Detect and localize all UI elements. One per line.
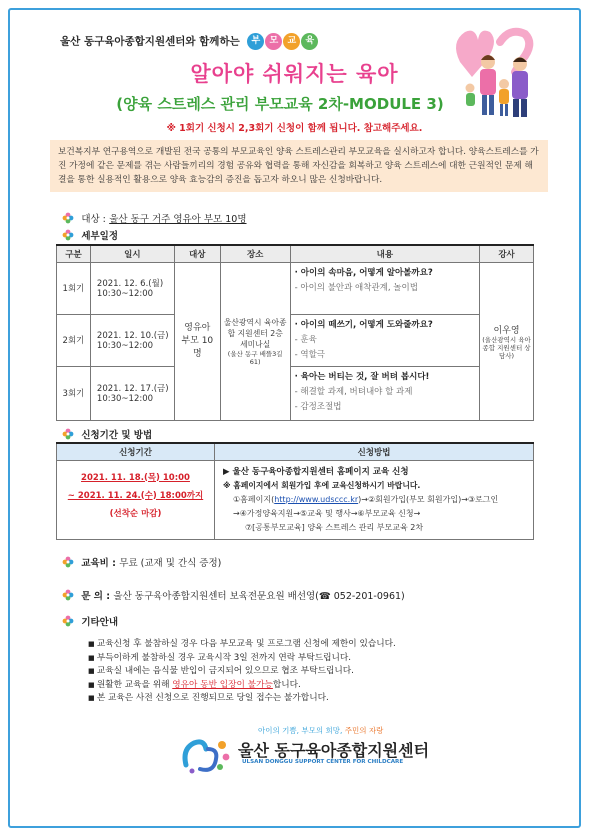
list-item: ■ 교육신청 후 불참하실 경우 다음 부모교육 및 프로그램 신청에 제한이 있습니다. xyxy=(88,638,396,652)
content-question: · 육아는 버티는 것, 잘 버텨 봅시다! xyxy=(294,371,430,382)
step1-prefix: ①홈페이지( xyxy=(233,494,275,504)
method-step2: →④가정양육지원→⑤교육 및 행사→⑥부모교육 신청→ xyxy=(233,508,421,518)
time-text: 10:30~12:00 xyxy=(96,289,154,299)
period-start: 2021. 11. 18.(목) 10:00 xyxy=(81,472,190,483)
fee-line xyxy=(62,555,221,569)
method-title: ▶ 울산 동구육아종합지원센터 홈페이지 교육 신청 xyxy=(223,466,409,477)
date-cell xyxy=(90,314,174,366)
item4-warning: 영유아 동반 입장이 불가능 xyxy=(172,679,273,690)
session-cell: 1회기 xyxy=(57,262,91,314)
col-period: 신청기간 xyxy=(57,443,215,460)
content-cell xyxy=(290,314,479,366)
col-content: 내용 xyxy=(290,245,479,262)
contact-value: 울산 동구육아종합지원센터 보육전문요원 배선영(☎ 052-201-0961) xyxy=(113,591,405,602)
list-item: ■ 부득이하게 불참하실 경우 교육시작 3일 전까지 연락 부탁드립니다. xyxy=(88,652,396,666)
schedule-table xyxy=(56,244,534,421)
etc-heading xyxy=(62,614,118,628)
tagline-part-a: 아이의 기쁨, 부모의 희망, xyxy=(258,726,345,735)
page-subtitle: (양육 스트레스 관리 부모교육 2차-MODULE 3) xyxy=(116,95,444,113)
target-label: 대상 : xyxy=(81,214,106,225)
flower-icon xyxy=(62,589,74,601)
date-text: 2021. 12. 10.(금) xyxy=(96,331,169,341)
place-cell xyxy=(220,262,290,420)
notice-text: ※ 1회기 신청시 2,3회기 신청이 함께 됩니다. 참고해주세요. xyxy=(166,123,423,134)
fee-label: 교육비 : xyxy=(81,558,116,569)
apply-heading xyxy=(62,427,152,441)
content-detail: - 역할극 xyxy=(294,349,325,360)
flower-icon xyxy=(62,615,74,627)
content-detail: - 감정조절법 xyxy=(294,401,342,412)
date-text: 2021. 12. 17.(금) xyxy=(96,384,169,394)
target-line xyxy=(62,211,247,225)
contact-label: 문 의 : xyxy=(81,591,111,602)
tagline-part-b: 주민의 자랑 xyxy=(344,726,384,735)
table-row xyxy=(57,366,534,420)
col-date: 일시 xyxy=(90,245,174,262)
page-title: 알아야 쉬워지는 육아 xyxy=(190,62,399,86)
schedule-heading xyxy=(62,228,118,242)
apply-header-row xyxy=(57,443,534,460)
lecturer-affiliation: (울산광역시 육아종합 지원센터 상담사) xyxy=(482,335,531,360)
content-detail: - 훈육 xyxy=(294,334,317,345)
date-text: 2021. 12. 6.(월) xyxy=(96,279,164,289)
col-session: 구분 xyxy=(57,245,91,262)
header-text: 울산 동구육아종합지원센터와 함께하는 xyxy=(60,35,240,48)
content-question: · 아이의 떼쓰기, 어떻게 도와줄까요? xyxy=(294,319,433,330)
content-detail: - 아이의 불안과 애착관계, 놀이법 xyxy=(294,282,418,293)
lecturer-cell xyxy=(480,262,534,420)
table-row xyxy=(57,314,534,366)
apply-heading-text: 신청기간 및 방법 xyxy=(81,430,153,441)
contact-line xyxy=(62,588,405,602)
method-step3: ⑦[공통부모교육] 양육 스트레스 관리 부모교육 2차 xyxy=(245,522,424,532)
method-step1 xyxy=(223,493,525,507)
badge-bu: 부 xyxy=(247,33,264,50)
place-main: 울산광역시 육아종합 지원센터 2층 세미나실 xyxy=(223,317,287,349)
badge-mo: 모 xyxy=(265,33,282,50)
date-cell xyxy=(90,262,174,314)
target-value: 울산 동구 거주 영유아 부모 10명 xyxy=(109,214,247,225)
session-cell: 3회기 xyxy=(57,366,91,420)
center-logo-icon xyxy=(180,735,232,775)
session-cell: 2회기 xyxy=(57,314,91,366)
flower-icon xyxy=(62,229,74,241)
schedule-header-row xyxy=(57,245,534,262)
content-cell xyxy=(290,262,479,314)
target-cell: 영유아 부모 10명 xyxy=(174,262,220,420)
period-cell xyxy=(57,460,215,539)
time-text: 10:30~12:00 xyxy=(96,341,154,351)
col-lecturer: 강사 xyxy=(480,245,534,262)
header-line xyxy=(60,33,319,50)
content-cell xyxy=(290,366,479,420)
footer-org-name-en: ULSAN DONGGU SUPPORT CENTER FOR CHILDCARE xyxy=(242,759,404,765)
footer-tagline xyxy=(258,725,383,736)
notes-list xyxy=(88,638,396,706)
etc-heading-text: 기타안내 xyxy=(81,617,119,628)
period-end: ~ 2021. 11. 24.(수) 18:00까지 xyxy=(67,490,204,501)
time-text: 10:30~12:00 xyxy=(96,394,154,404)
list-item xyxy=(88,679,396,693)
homepage-link[interactable]: http://www.udsccc.kr xyxy=(274,494,359,504)
fee-value: 무료 (교재 및 간식 증정) xyxy=(119,558,222,569)
badge-yuk: 육 xyxy=(301,33,318,50)
content-question: · 아이의 속마음, 어떻게 알아볼까요? xyxy=(294,267,433,278)
table-row xyxy=(57,460,534,539)
list-item: ■ 교육실 내에는 음식물 반입이 금지되어 있으므로 협조 부탁드립니다. xyxy=(88,665,396,679)
step1-suffix: )→②회원가입(부모 회원가입)→③로그인 xyxy=(358,494,499,504)
date-cell xyxy=(90,366,174,420)
content-detail: - 해결할 과제, 버텨내야 할 과제 xyxy=(294,386,413,397)
lecturer-name: 이우영 xyxy=(493,325,520,336)
footer-org-name: 울산 동구육아종합지원센터 xyxy=(238,741,430,760)
apply-table xyxy=(56,442,534,540)
col-method: 신청방법 xyxy=(215,443,534,460)
place-address: (울산 동구 배뜰3길 61) xyxy=(227,349,283,366)
method-note: ※ 홈페이지에서 회원가입 후에 교육신청하시기 바랍니다. xyxy=(223,480,421,490)
list-item: ■ 본 교육은 사전 신청으로 진행되므로 당일 접수는 불가합니다. xyxy=(88,692,396,706)
flower-icon xyxy=(62,556,74,568)
col-place: 장소 xyxy=(220,245,290,262)
method-cell xyxy=(215,460,534,539)
flower-icon xyxy=(62,212,74,224)
item4-post: 합니다. xyxy=(272,679,301,690)
schedule-heading-text: 세부일정 xyxy=(81,231,119,242)
item4-pre: 원활한 교육을 위해 xyxy=(96,679,173,690)
period-note: (선착순 마감) xyxy=(109,508,162,519)
intro-paragraph: 보건복지부 연구용역으로 개발된 전국 공통의 부모교육인 양육 스트레스관리 부모교육을 실시하고자 합니다. 양육스트레스를 가진 가정에 같은 문제를 겪는 사람들끼리의 경험 공유와 협력을 통해 자신감을 회복하고 양육 스트레스에 대한 근원적인 문제 해결을 통한 실용적인 활용으로 양육 효능감의 증진을 돕고자 하오니 많은 신청바랍니다. xyxy=(50,140,548,192)
table-row xyxy=(57,262,534,314)
flower-icon xyxy=(62,428,74,440)
badge-gyo: 교 xyxy=(283,33,300,50)
col-target: 대상 xyxy=(174,245,220,262)
badge-group xyxy=(247,33,319,50)
